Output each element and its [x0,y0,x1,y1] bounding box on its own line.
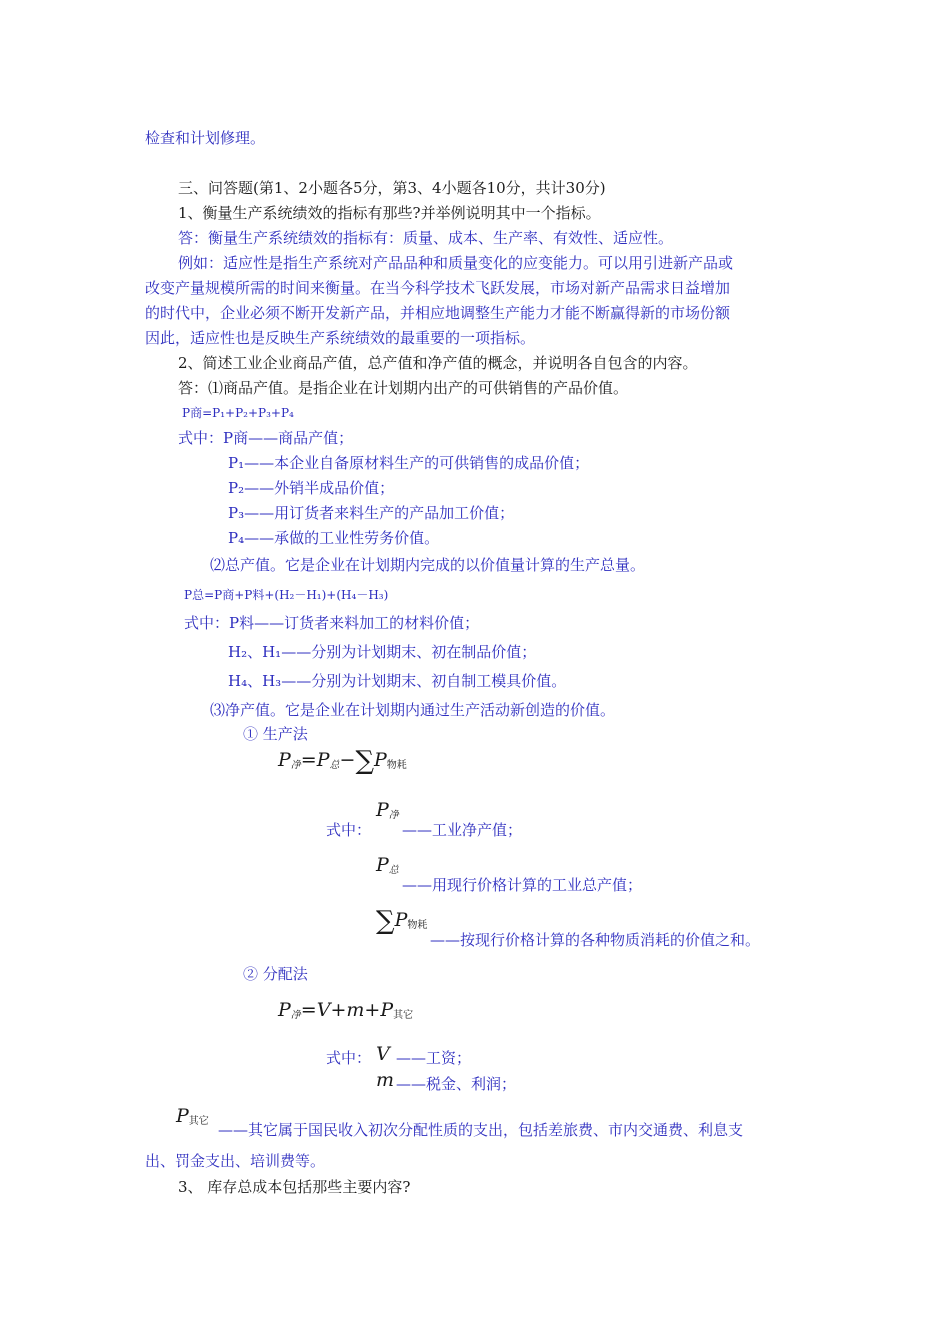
text-line: 的时代中，企业必须不断开发新产品，并相应地调整生产能力才能不断赢得新的市场份额 [145,304,731,322]
var-p: P [374,749,387,771]
var-p: P [278,999,291,1021]
plus-sign: + [364,999,381,1021]
text-line: 检查和计划修理。 [145,129,266,147]
formula-goods-value: P商=P₁+P₂+P₃+P₄ [182,406,294,420]
text-line: 式中： [326,1049,372,1067]
text-line: ——工业净产值； [402,821,523,839]
var-p: P [380,999,394,1021]
text-line: H₄、H₃——分别为计划期末、初自制工模具价值。 [228,672,567,690]
text-line: 式中： [326,821,372,839]
text-line: ——工资； [396,1049,472,1067]
var-p: P [394,909,408,931]
sub-qita: 其它 [393,1010,414,1021]
sub-qita: 其它 [188,1116,209,1127]
text-line: ⑵总产值。它是企业在计划期内完成的以价值量计算的生产总量。 [210,556,646,574]
question-3: 3、 库存总成本包括那些主要内容? [178,1178,411,1196]
text-line: 出、罚金支出、培训费等。 [145,1152,326,1170]
var-p: P [176,1105,189,1127]
text-line: P₂——外销半成品价值； [228,479,395,497]
text-line: 式中：P商——商品产值； [178,429,354,447]
sub-wuhao: 物耗 [407,920,428,931]
text-line: 式中：P料——订货者来料加工的材料价值； [184,614,480,632]
var-v: V [376,1043,390,1065]
var-m: m [376,1069,395,1091]
formula-v [376,1044,390,1065]
var-p: P [376,799,389,821]
question-2: 2、简述工业企业商品产值，总产值和净产值的概念，并说明各自包含的内容。 [178,354,698,372]
eq-sign: = [300,749,317,771]
formula-p-qita [176,1106,209,1132]
text-line: ——其它属于国民收入初次分配性质的支出，包括差旅费、市内交通费、利息支 [218,1121,744,1139]
formula-net-value-production [278,746,407,776]
question-1: 1、衡量生产系统绩效的指标有那些?并举例说明其中一个指标。 [178,204,601,222]
sub-jing: 净 [388,810,399,821]
text-line: P₃——用订货者来料生产的产品加工价值； [228,504,515,522]
var-p: P [278,749,291,771]
formula-p-zong [376,855,399,881]
formula-m [376,1070,394,1091]
text-line: P₄——承做的工业性劳务价值。 [228,529,440,547]
answer-2: 答：⑴商品产值。是指企业在计划期内出产的可供销售的产品价值。 [178,379,629,397]
eq-sign: = [300,999,317,1021]
text-line: ——按现行价格计算的各种物质消耗的价值之和。 [430,931,761,949]
var-m: m [346,999,365,1021]
text-line: 因此，适应性也是反映生产系统绩效的最重要的一项指标。 [145,329,536,347]
text-line: ① 生产法 [243,725,308,743]
text-line: ——税金、利润； [396,1075,517,1093]
var-p: P [316,749,330,771]
formula-p-jing [376,800,399,826]
sub-zong: 总 [388,865,399,876]
text-line: ——用现行价格计算的工业总产值； [402,876,643,894]
formula-total-value: P总=P商+P料+(H₂－H₁)+(H₄－H₃) [184,588,389,602]
sigma-symbol: ∑ [376,906,395,936]
plus-sign: + [330,999,347,1021]
sigma-symbol: ∑ [355,746,374,776]
var-v: V [316,999,331,1021]
sub-wuhao: 物耗 [386,760,407,771]
minus-sign: − [339,749,356,771]
text-line: ② 分配法 [243,965,308,983]
section-heading: 三、问答题(第1、2小题各5分，第3、4小题各10分，共计30分) [178,179,606,197]
var-p: P [376,854,389,876]
formula-sum-p-wuhao [376,906,428,936]
formula-net-value-distribution [278,1000,413,1026]
text-line: P₁——本企业自备原材料生产的可供销售的成品价值； [228,454,590,472]
text-line: H₂、H₁——分别为计划期末、初在制品价值； [228,643,537,661]
sub-jing: 净 [290,1010,301,1021]
text-line: 例如：适应性是指生产系统对产品品种和质量变化的应变能力。可以用引进新产品或 [178,254,734,272]
sub-zong: 总 [329,760,340,771]
answer-1: 答：衡量生产系统绩效的指标有：质量、成本、生产率、有效性、适应性。 [178,229,674,247]
sub-jing: 净 [290,760,301,771]
text-line: ⑶净产值。它是企业在计划期内通过生产活动新创造的价值。 [210,701,616,719]
text-line: 改变产量规模所需的时间来衡量。在当今科学技术飞跃发展，市场对新产品需求日益增加 [145,279,731,297]
